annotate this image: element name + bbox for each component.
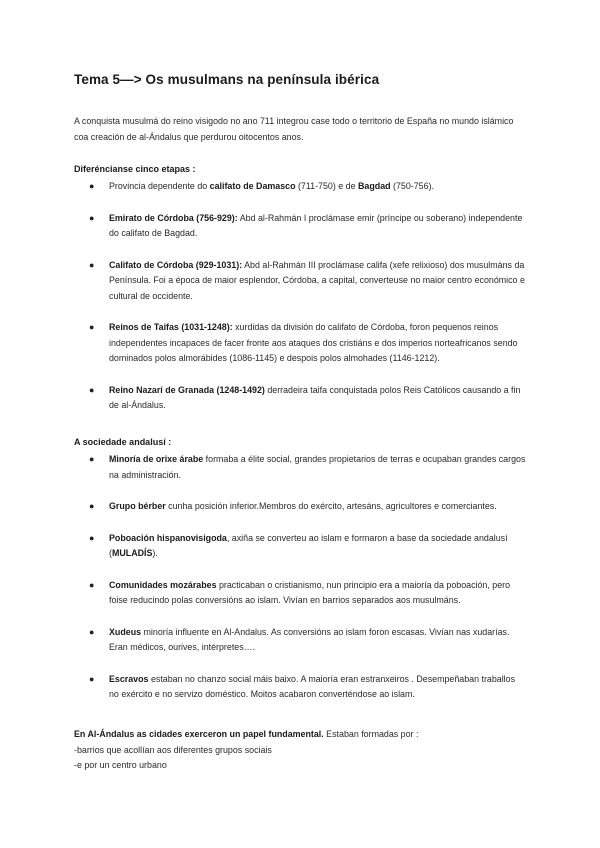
etapas-list <box>74 179 526 414</box>
bullet-icon: ● <box>89 532 95 543</box>
closing-paragraph <box>74 727 526 774</box>
bullet-icon: ● <box>89 259 95 270</box>
bullet-icon: ● <box>89 673 95 684</box>
closing-line: -barrios que acollían aos diferentes grupos sociais <box>74 744 272 755</box>
bullet-icon: ● <box>89 212 95 223</box>
list-item: ● Comunidades mozárabes practicaban o cristianismo, nun principio era a maioría da poboación, pero foise reducindo polas conversións ao islam. Vivían en barrios separados aos musulmáns. <box>89 579 511 605</box>
bullet-icon: ● <box>89 626 95 637</box>
page-title: Tema 5—> Os musulmans na península ibérica <box>74 72 380 87</box>
list-item: ● Provincia dependente do califato de Damasco (711-750) e de Bagdad (750-756). <box>74 179 526 195</box>
bullet-icon: ● <box>89 454 95 464</box>
closing-intro: En Al-Ándalus as cidades exerceron un papel fundamental. Estaban formadas por : <box>74 729 419 739</box>
list-item: ● Emirato de Córdoba (756-929): Abd al-Rahmán I proclámase emir (príncipe ou soberano) independente do califato de Bagdad. <box>89 212 523 238</box>
bullet-icon: ● <box>89 322 95 332</box>
list-item: ● Minoría de orixe árabe formaba a élite social, grandes propietarios de terras e ocupaban grandes cargos na administración. <box>89 454 526 480</box>
etapas-heading: Diferéncianse cinco etapas : <box>74 164 196 174</box>
sociedade-heading: A sociedade andalusí : <box>74 437 172 447</box>
sociedade-list <box>74 452 526 703</box>
list-item: ● Escravos estaban no chanzo social máis baixo. A maioría eran estranxeiros . Desempeñaban traballos no exército e no servizo doméstico. Moitos acabaron converténdose ao islam. <box>89 673 516 699</box>
list-item: ● Grupo bérber cunha posición inferior.Membros do exército, artesáns, agricultores e comerciantes. <box>74 499 526 515</box>
list-item: ● Califato de Córdoba (929-1031): Abd al-Rahmán III proclámase califa (xefe relixioso) dos musulmáns da Península. Foi a época de maior esplendor, Córdoba, a capital, converteuse no maior centro económico e cultural de occidente. <box>89 259 525 301</box>
list-item: ● Reino Nazarí de Granada (1248-1492) derradeira taifa conquistada polos Reis Católicos causando a fin de al-Ándalus. <box>89 384 521 410</box>
bullet-icon: ● <box>89 579 95 590</box>
bullet-icon: ● <box>89 501 95 511</box>
bullet-icon: ● <box>89 384 95 395</box>
closing-line: -e por un centro urbano <box>74 760 167 770</box>
list-item: ● Poboación hispanovisigoda, axiña se converteu ao islam e formaron a base da sociedade andalusí (MULADÍS). <box>89 532 508 558</box>
intro-paragraph: A conquista musulmá do reino visigodo no ano 711 integrou case todo o territorio de España no mundo islámico coa creación de al-Ándalus que perdurou oitocentos anos. <box>74 116 514 142</box>
list-item: ● Xudeus minoría influente en Al-Andalus. As conversións ao islam foron escasas. Vivían nas xudarías. Eran médicos, ourives, intérpretes…. <box>89 626 510 652</box>
list-item: ● Reinos de Taifas (1031-1248): xurdidas da división do califato de Córdoba, foron pequenos reinos independentes incapaces de facer fronte aos ataques dos cristiáns e dos imperios norteafricanos sendo dominados polos almorábides (1086-1145) e despois polos almohades (1146-1212). <box>89 322 518 363</box>
bullet-icon: ● <box>89 181 95 191</box>
